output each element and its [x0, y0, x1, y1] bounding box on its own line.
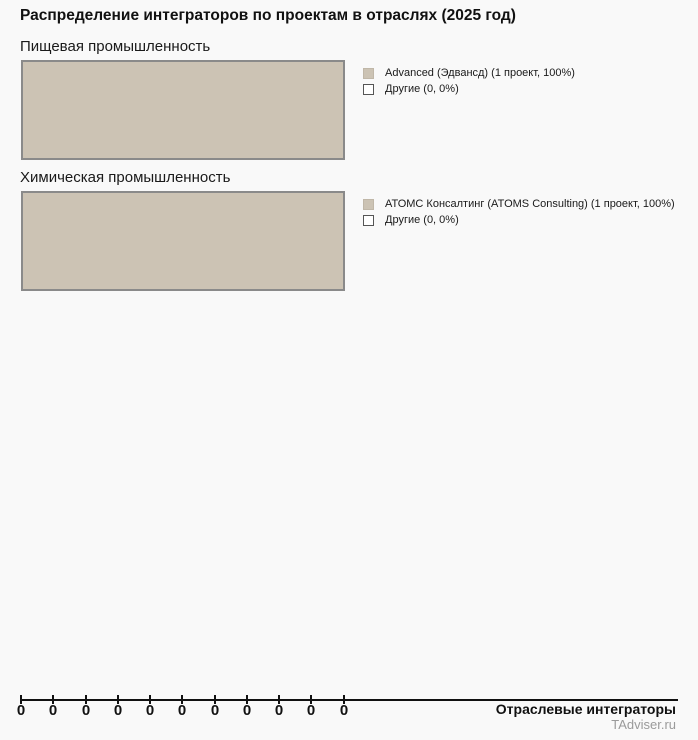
legend-food-industry [363, 65, 575, 97]
legend-swatch-empty-icon [363, 215, 374, 226]
x-axis-tick-label: 0 [145, 702, 155, 719]
bar-atoms-consulting-100pct [21, 191, 345, 291]
x-axis-tick-label: 0 [81, 702, 91, 719]
x-axis-tick-label: 0 [306, 702, 316, 719]
legend-label: Другие (0, 0%) [385, 83, 459, 95]
x-axis-tick-label: 0 [274, 702, 284, 719]
legend-item-atoms-consulting [363, 196, 675, 212]
x-axis-tick-label: 0 [48, 702, 58, 719]
legend-label: Advanced (Эдвансд) (1 проект, 100%) [385, 67, 575, 79]
x-axis-tick-label: 0 [16, 702, 26, 719]
bar-advanced-100pct [21, 60, 345, 160]
legend-chemical-industry [363, 196, 675, 228]
legend-swatch-filled-icon [363, 199, 374, 210]
x-axis-tick-label: 0 [339, 702, 349, 719]
legend-item-advanced [363, 65, 575, 81]
legend-item-others [363, 212, 675, 228]
x-axis-tick-label: 0 [177, 702, 187, 719]
x-axis-tick-label: 0 [210, 702, 220, 719]
chart-title-food-industry: Пищевая промышленность [20, 38, 211, 55]
legend-label: Другие (0, 0%) [385, 214, 459, 226]
legend-item-others [363, 81, 575, 97]
chart-title-chemical-industry: Химическая промышленность [20, 169, 231, 186]
x-axis-title: Отраслевые интеграторы [495, 701, 676, 717]
page-title: Распределение интеграторов по проектам в отраслях (2025 год) [20, 7, 516, 24]
legend-label: АТОМС Консалтинг (ATOMS Consulting) (1 проект, 100%) [385, 198, 675, 210]
x-axis-tick-label: 0 [242, 702, 252, 719]
x-axis-tick-label: 0 [113, 702, 123, 719]
legend-swatch-filled-icon [363, 68, 374, 79]
legend-swatch-empty-icon [363, 84, 374, 95]
tadviser-watermark: TAdviser.ru [611, 717, 676, 732]
